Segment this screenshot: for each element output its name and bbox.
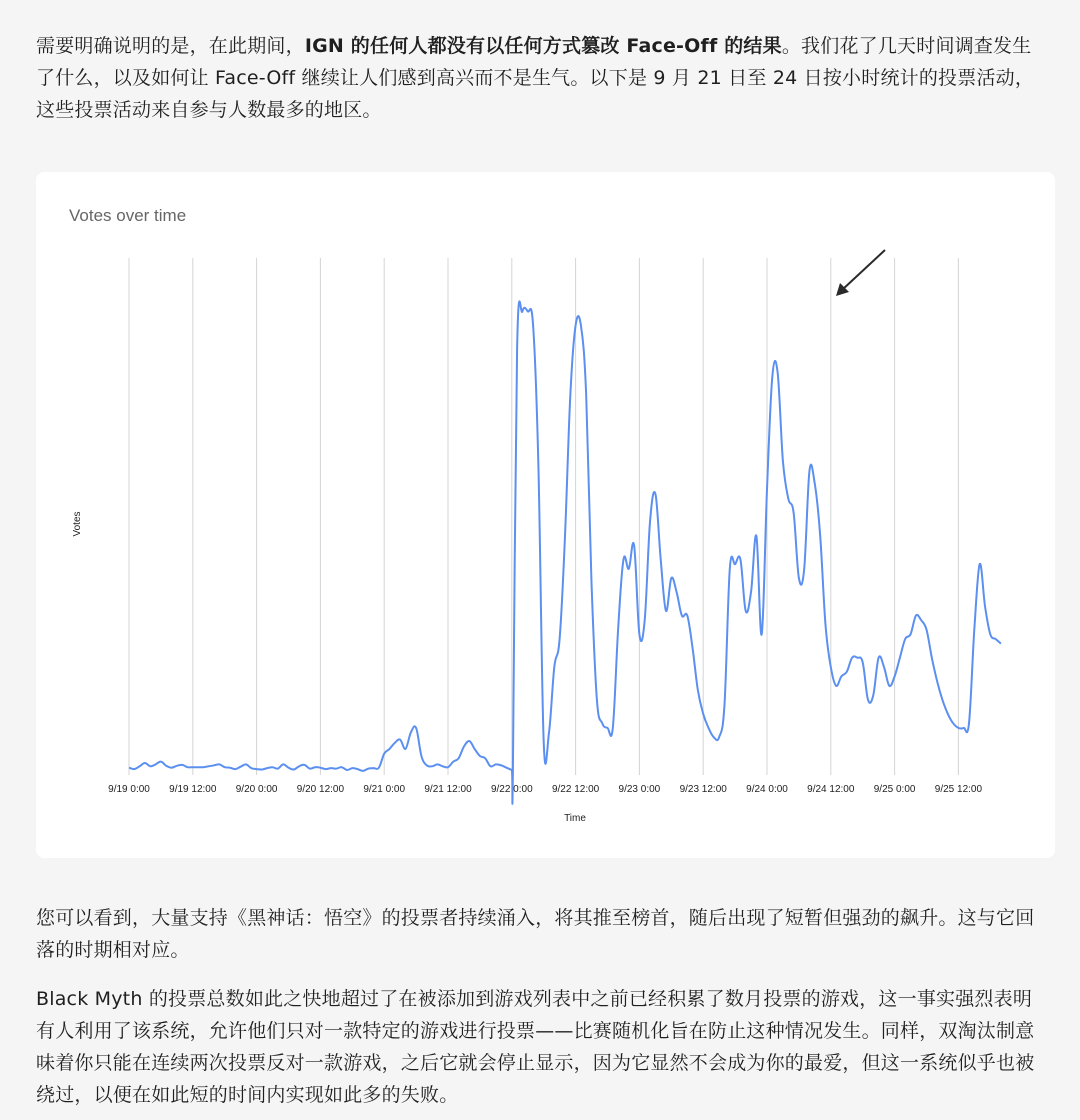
x-tick-label: 9/19 0:00: [108, 784, 150, 795]
chart-title: Votes over time: [69, 206, 187, 225]
x-tick-label: 9/21 12:00: [424, 784, 472, 795]
x-tick-label: 9/23 12:00: [679, 784, 727, 795]
x-tick-label: 9/23 0:00: [618, 784, 661, 795]
intro-text-before: 需要明确说明的是，在此期间，: [36, 35, 305, 57]
paragraph-3: Black Myth 的投票总数如此之快地超过了在被添加到游戏列表中之前已经积累了数月投票的游戏，这一事实强烈表明有人利用了该系统，允许他们只对一款特定的游戏进行投票——比赛随机化旨在防止这种情况发生。同样，双淘汰制意味着你只能在连续两次投票反对一款游戏，之后它就会停止显示，因为它显然不会成为你的最爱，但这一系统似乎也被绕过，以便在如此短的时间内实现如此多的失败。: [36, 988, 1035, 1106]
x-tick-label: 9/25 0:00: [873, 784, 916, 795]
x-tick-label: 9/19 12:00: [169, 784, 217, 795]
x-tick-label: 9/20 0:00: [235, 784, 278, 795]
x-tick-label: 9/24 0:00: [746, 784, 788, 795]
intro-paragraph: [36, 30, 1046, 126]
intro-bold-text: IGN 的任何人都没有以任何方式篡改 Face-Off 的结果: [304, 35, 782, 57]
x-axis-label: Time: [564, 813, 586, 824]
intro-text-after: 。我们花了几天时间调查发生了什么，以及如何让 Face-Off 继续让人们感到高兴而不是生气。以下是 9 月 21 日至 24 日按小时统计的投票活动，这些投票活动来自参与人数最多的地区。: [36, 35, 1035, 121]
x-tick-label: 9/22 0:00: [490, 784, 533, 795]
peak-annotation-arrow: [836, 250, 885, 296]
x-tick-label: 9/21 0:00: [363, 784, 406, 795]
x-tick-label: 9/22 12:00: [551, 784, 600, 795]
x-tick-label: 9/20 12:00: [296, 784, 345, 795]
votes-series-line: [129, 301, 1001, 803]
paragraph-2: 您可以看到，大量支持《黑神话：悟空》的投票者持续涌入，将其推至榜首，随后出现了短暂但强劲的飙升。这与它回落的时期相对应。: [36, 907, 1035, 961]
x-tick-label: 9/24 12:00: [807, 784, 855, 795]
y-axis-label: Votes: [72, 511, 83, 537]
chart-card: [36, 172, 1055, 858]
x-tick-label: 9/25 12:00: [934, 784, 983, 795]
votes-line-chart: [36, 172, 1055, 858]
